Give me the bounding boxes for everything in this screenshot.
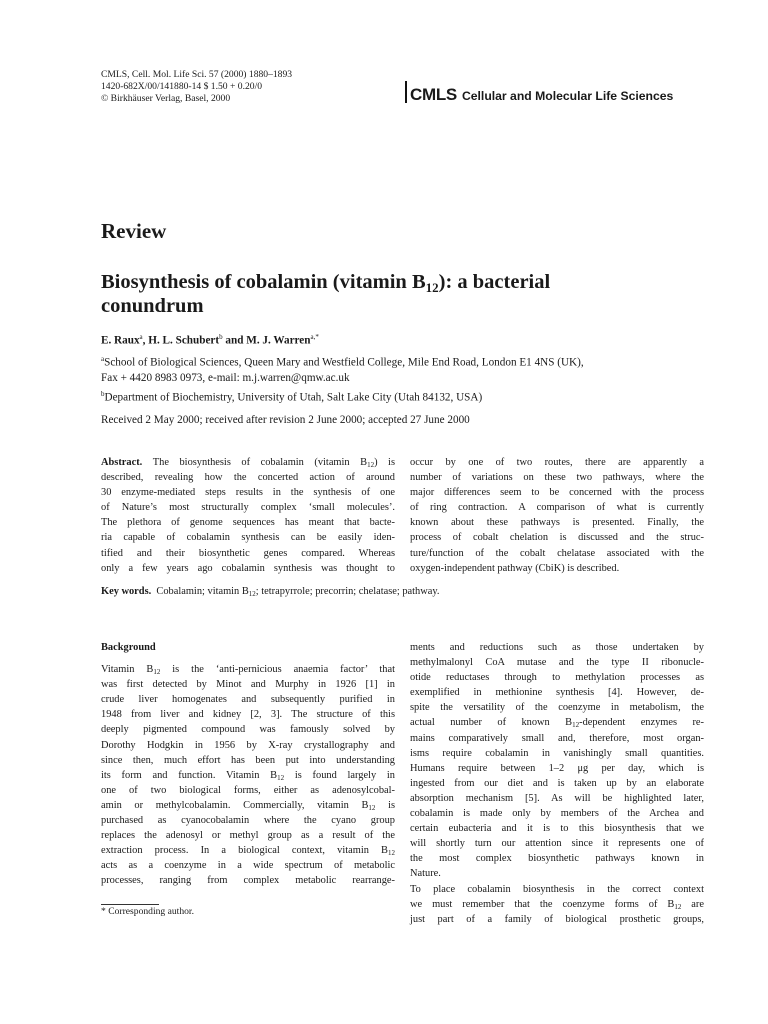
text-line: ria capable of cobalamin synthesis can be easily iden-: [101, 532, 395, 544]
text-line: isms require cobalamin in vanishingly small quantities.: [410, 747, 704, 759]
text-line: major differences seem to be concerned with the process: [410, 487, 704, 499]
text-line: acts as a coenzyme in a wide spectrum of metabolic: [101, 860, 395, 872]
affiliation-b: [101, 387, 584, 406]
text-line: actual number of known $B_{12}$-dependent enzymes re-: [410, 717, 704, 730]
author-name: M. J. Warren: [246, 334, 311, 347]
text-line: absorption mechanism [5]. As will be highlighted later,: [410, 792, 704, 804]
author-affiliation-mark: a: [139, 333, 143, 341]
text-line: number of variations on these two pathways, where the: [410, 472, 704, 484]
affiliation-text: Department of Biochemistry, University of Utah, Salt Lake City (Utah 84132, USA): [104, 391, 483, 404]
subscript: 12: [248, 590, 256, 598]
text-line: mains comparatively small and, therefore, most organ-: [410, 732, 704, 744]
text-line: one of two biological forms, either as adenosylcobal-: [101, 784, 395, 796]
body-column-right: [410, 640, 704, 927]
title-text: ): a bacterial: [438, 271, 551, 293]
affiliation-mark: b: [101, 389, 105, 398]
text-line: 30 enzyme-mediated steps results in the synthesis of one: [101, 487, 395, 499]
text-line: Dorothy Hodgkin in 1956 by X-ray crystallography and: [101, 739, 395, 751]
author-list: [101, 333, 319, 347]
text-line: oxygen-independent pathway (CbiK) is described.: [410, 562, 620, 574]
subscript: 12: [572, 721, 580, 730]
abstract-label: Abstract.: [101, 457, 153, 468]
abstract-column-left: [101, 455, 395, 576]
copyright-line: © Birkhäuser Verlag, Basel, 2000: [101, 93, 231, 104]
contact-line: Fax + 4420 8983 0973, e-mail: m.j.warren@qmw.ac.uk: [101, 372, 350, 385]
title-subscript: 12: [425, 280, 439, 295]
text-line: Abstract. The biosynthesis of cobalamin (vitamin $B_{12}$) is: [101, 457, 395, 469]
text-line: its form and function. Vitamin $B_{12}$ is found largely in: [101, 769, 395, 782]
text-line: was first detected by Minot and Murphy in 1926 [1] in: [101, 679, 395, 691]
article-title: [101, 270, 701, 318]
text-line: the most complex biosynthetic pathways known in: [410, 853, 704, 865]
subscript: 12: [368, 803, 376, 812]
text-line: To place cobalamin biosynthesis in the correct context: [410, 883, 704, 895]
author-separator: ,: [142, 334, 149, 347]
keywords: [101, 586, 439, 597]
affiliation-mark: a: [101, 355, 105, 363]
author-affiliation-mark: a,*: [310, 333, 319, 341]
journal-logo: [405, 79, 673, 103]
text-line: methylmalonyl CoA mutase and the type II ribonucle-: [410, 657, 704, 669]
keywords-text: Cobalamin; vitamin $B_{12}$; tetrapyrrole; precorrin; chelatase; pathway.: [156, 586, 440, 598]
abstract: [101, 455, 704, 576]
text-line: tified and their biosynthetic genes compared. Whereas: [101, 547, 395, 559]
text-line: will shortly turn our attention since it represents one of: [410, 838, 704, 850]
text-line: occur by one of two routes, there are apparently a: [410, 457, 704, 468]
text-line: deeply pigmented compound was famously solved by: [101, 724, 395, 736]
subscript: 12: [674, 902, 682, 911]
body-column-left: [101, 640, 395, 927]
text-line: purchased as cyanocobalamin where the cyano group: [101, 815, 395, 827]
citation-block: [101, 69, 292, 105]
text-line: extraction process. In a biological context, vitamin $B_{12}$: [101, 845, 395, 858]
author-affiliation-mark: b: [219, 333, 223, 341]
text-line: Vitamin $B_{12}$ is the ‘anti-pernicious anaemia factor’ that: [101, 664, 395, 677]
text-line: Nature.: [410, 868, 441, 880]
text-line: ingested from our diet and is taken up by an elaborate: [410, 777, 704, 789]
logo-bar: [405, 81, 407, 103]
affiliations: [101, 352, 584, 406]
text-line: we must remember that the coenzyme forms of $B_{12}$ are: [410, 898, 704, 911]
text-line: exemplified in methionine synthesis [4]. However, de-: [410, 687, 704, 699]
footnote-rule: [101, 904, 159, 905]
text-line: process of cobalt chelation is discussed and the struc-: [410, 532, 704, 544]
text-line: otide reductases through to methylation processes as: [410, 672, 704, 684]
text-line: Humans require between 1–2 μg per day, which is: [410, 762, 704, 774]
author-name: E. Raux: [101, 334, 140, 347]
text-line: amin or methylcobalamin. Commercially, vitamin $B_{12}$ is: [101, 799, 395, 812]
text-line: since then, much effort has been put into understanding: [101, 754, 395, 766]
subscript: 12: [277, 773, 285, 782]
title-text: Biosynthesis of cobalamin (vitamin B: [101, 271, 426, 293]
title-line: conundrum: [101, 295, 204, 317]
text-line: of ring contraction. A comparison of what is currently: [410, 502, 704, 514]
journal-full-name: Cellular and Molecular Life Sciences: [461, 89, 674, 103]
text-line: described, revealing how the concerted action of around: [101, 472, 395, 484]
affiliation-a: [101, 352, 584, 371]
text-line: crude liver homogenates and subsequently purified in: [101, 694, 395, 706]
text-line: of Nature’s most structurally complex ‘small molecules’.: [101, 502, 395, 514]
text-line: processes, ranging from complex metabolic rearrange-: [101, 875, 395, 887]
author-name: H. L. Schubert: [148, 334, 220, 347]
text-line: certain eubacteria and it is to this biosynthesis that we: [410, 823, 704, 835]
text-line: ments and reductions such as those undertaken by: [410, 642, 704, 653]
author-separator: and: [222, 334, 247, 347]
received-dates: Received 2 May 2000; received after revision 2 June 2000; accepted 27 June 2000: [101, 414, 470, 426]
issn-line: 1420-682X/00/141880-14 $ 1.50 + 0.20/0: [101, 81, 263, 92]
keywords-label: Key words.: [101, 586, 152, 597]
text-line: 1948 from liver and kidney [2, 3]. The structure of this: [101, 709, 395, 721]
subscript: 12: [153, 668, 161, 677]
section-label: Review: [101, 219, 167, 243]
body-text: [101, 640, 704, 927]
text-line: ture/function of the cobalt chelatase associated with the: [410, 547, 704, 559]
text-line: spite the versatility of the coenzyme in metabolism, the: [410, 702, 704, 714]
journal-abbreviation: CMLS: [410, 85, 457, 104]
affiliation-text: School of Biological Sciences, Queen Mary and Westfield College, Mile End Road, London E1 4NS (UK),: [104, 356, 584, 369]
section-heading: Background: [101, 642, 156, 653]
citation-line: CMLS, Cell. Mol. Life Sci. 57 (2000) 1880–1893: [101, 69, 293, 80]
body-left-lines: [101, 662, 395, 888]
text-line: The plethora of genome sequences has meant that bacte-: [101, 517, 395, 529]
text-line: replaces the adenosyl or methyl group as a result of the: [101, 830, 395, 842]
text-line: known about these pathways is presented. Finally, the: [410, 517, 704, 529]
text-line: just part of a family of biological prosthetic groups,: [410, 913, 704, 925]
abstract-column-right: [410, 455, 704, 576]
text-line: only a few years ago cobalamin synthesis was thought to: [101, 562, 395, 574]
footnote: * Corresponding author.: [101, 906, 194, 917]
subscript: 12: [367, 461, 375, 469]
subscript: 12: [388, 849, 395, 858]
text-line: cobalamin is made only by members of the Archea and: [410, 808, 704, 820]
